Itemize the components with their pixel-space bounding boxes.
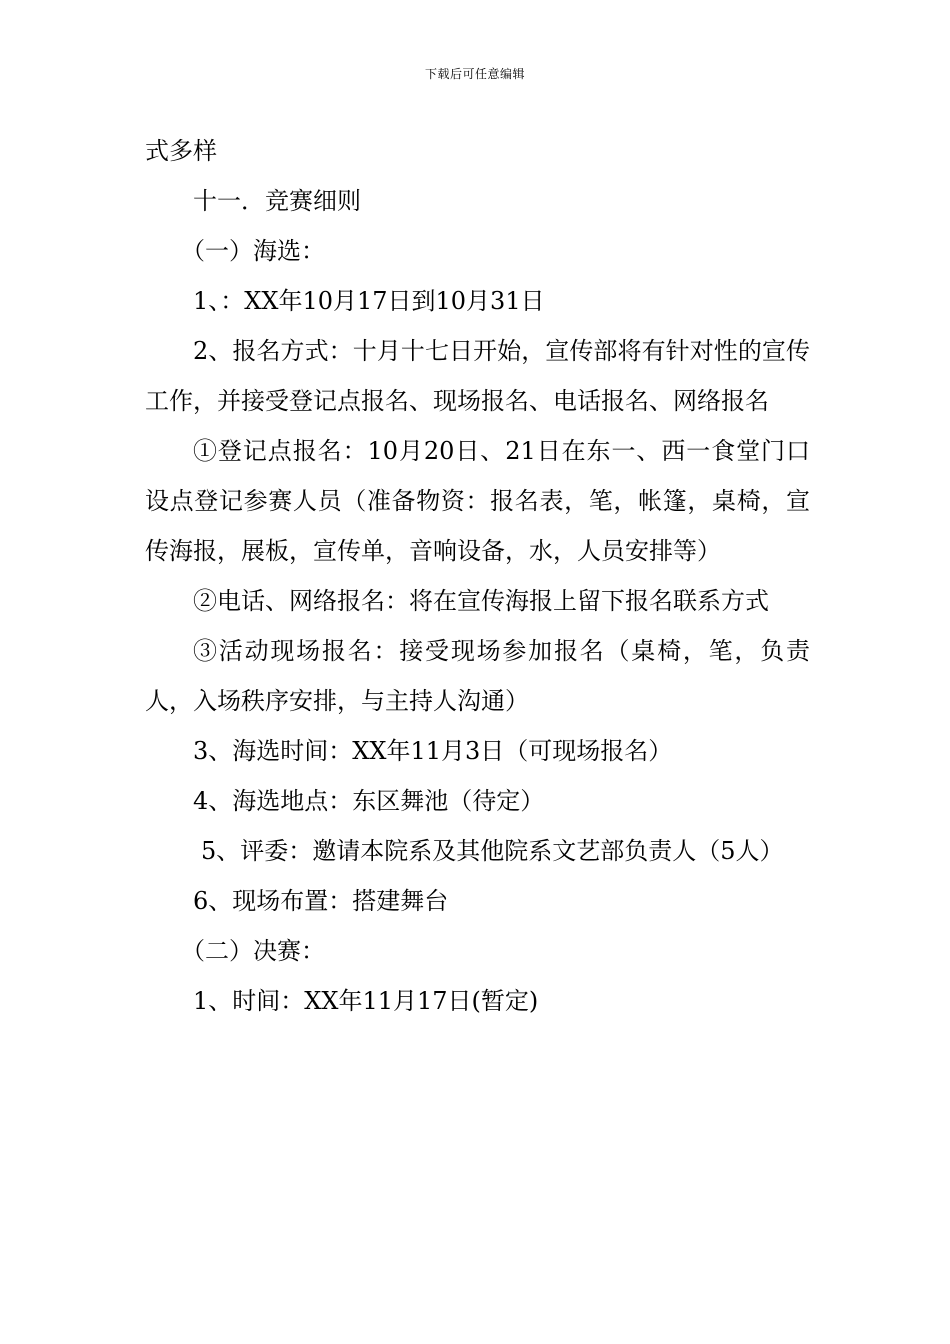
document-body [145,126,810,1026]
paragraph-final-item-1-time: 1、时间：XX年11月17日(暂定) [193,987,539,1015]
paragraph-item-5-judges: 5、评委：邀请本院系及其他院系文艺部负责人（5人） [201,837,784,865]
subsection-heading-audition: （一）海选： [181,237,325,265]
paragraph-item-3-audition-time: 3、海选时间：XX年11月3日（可现场报名） [193,737,673,765]
paragraph-continuation: 式多样 [145,137,217,165]
subsection-heading-final: （二）决赛： [181,937,325,965]
page-header: 下载后可任意编辑 [424,67,525,81]
paragraph-registration-point: ①登记点报名：10月20日、21日在东一、西一食堂门口设点登记参赛人员（准备物资：报名表，笔，帐篷，桌椅，宣传海报，展板，宣传单，音响设备，水，人员安排等） [145,437,810,565]
paragraph-onsite-registration: ③活动现场报名：接受现场参加报名（桌椅，笔，负责人，入场秩序安排，与主持人沟通） [145,637,810,715]
paragraph-item-6-venue-setup: 6、现场布置：搭建舞台 [193,887,449,915]
paragraph-item-2-registration: 2、报名方式：十月十七日开始，宣传部将有针对性的宣传工作，并接受登记点报名、现场报名、电话报名、网络报名 [145,337,810,415]
section-heading-11: 十一．竞赛细则 [193,187,361,215]
paragraph-phone-online: ②电话、网络报名：将在宣传海报上留下报名联系方式 [193,587,769,615]
paragraph-item-1-dates: 1、：XX年10月17日到10月31日 [193,287,545,315]
paragraph-item-4-audition-place: 4、海选地点：东区舞池（待定） [193,787,545,815]
